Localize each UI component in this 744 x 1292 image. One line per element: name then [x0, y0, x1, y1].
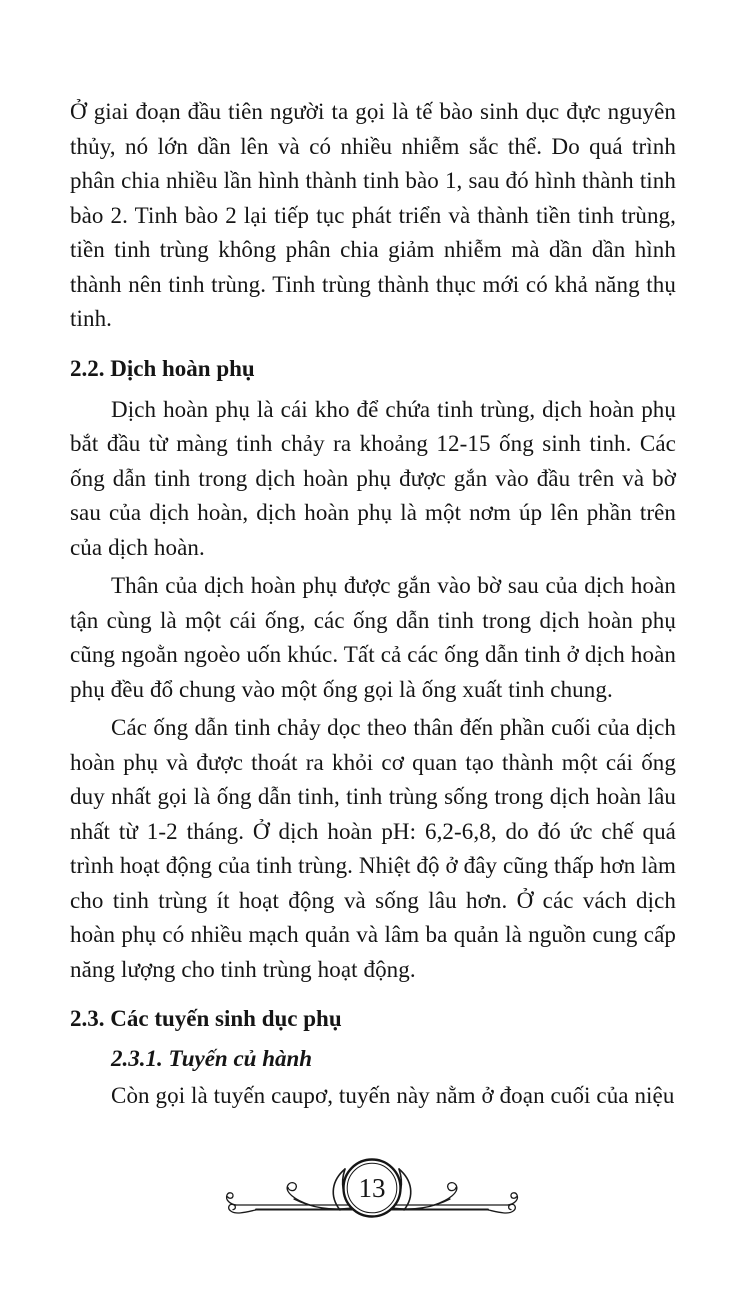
paragraph-epididymis-2: Thân của dịch hoàn phụ được gắn vào bờ sau của dịch hoàn tận cùng là một cái ống, các ống dẫn tinh trong dịch hoàn phụ cũng ngoằn ngoèo uốn khúc. Tất cả các ống dẫn tinh ở dịch hoàn phụ đều đổ chung vào một ống gọi là ống xuất tinh chung. [70, 573, 676, 702]
subsection-heading-2-3-1: 2.3.1. Tuyến củ hành [111, 1046, 313, 1071]
paragraph-spermatogenesis: Ở giai đoạn đầu tiên người ta gọi là tế bào sinh dục đực nguyên thủy, nó lớn dần lên và có nhiều nhiễm sắc thể. Do quá trình phân chia nhiều lần hình thành tinh bào 1, sau đó hình thành tinh bào 2. Tinh bào 2 lại tiếp tục phát triển và thành tiền tinh trùng, tiền tinh trùng không phân chia giảm nhiễm mà dần dần hình thành nên tinh trùng. Tinh trùng thành thục mới có khả năng thụ tinh. [70, 99, 676, 331]
page-content [70, 95, 676, 1118]
footer-ornament-icon [222, 1148, 522, 1248]
paragraph-epididymis-1: Dịch hoàn phụ là cái kho để chứa tinh trùng, dịch hoàn phụ bắt đầu từ màng tinh chảy ra khoảng 12-15 ống sinh tinh. Các ống dẫn tinh trong dịch hoàn phụ được gắn vào đầu trên và bờ sau của dịch hoàn, dịch hoàn phụ là một nơm úp lên phần trên của dịch hoàn. [70, 396, 676, 560]
paragraph-bulbourethral-gland: Còn gọi là tuyến caupơ, tuyến này nằm ở đoạn cuối của niệu [111, 1083, 675, 1108]
paragraph-epididymis-3: Các ống dẫn tinh chảy dọc theo thân đến phần cuối của dịch hoàn phụ và được thoát ra khỏi cơ quan tạo thành một cái ống duy nhất gọi là ống dẫn tinh, tinh trùng sống trong dịch hoàn lâu nhất từ 1-2 tháng. Ở dịch hoàn pH: 6,2-6,8, do đó ức chế quá trình hoạt động của tinh trùng. Nhiệt độ ở đây cũng thấp hơn làm cho tinh trùng ít hoạt động và sống lâu hơn. Ở các vách dịch hoàn phụ có nhiều mạch quản và lâm ba quản là nguồn cung cấp năng lượng cho tinh trùng hoạt động. [70, 715, 676, 982]
section-heading-2-2: 2.2. Dịch hoàn phụ [70, 355, 255, 381]
page-number: 13 [358, 1173, 386, 1203]
section-heading-2-3: 2.3. Các tuyến sinh dục phụ [70, 1006, 342, 1031]
page-footer [222, 1148, 522, 1248]
